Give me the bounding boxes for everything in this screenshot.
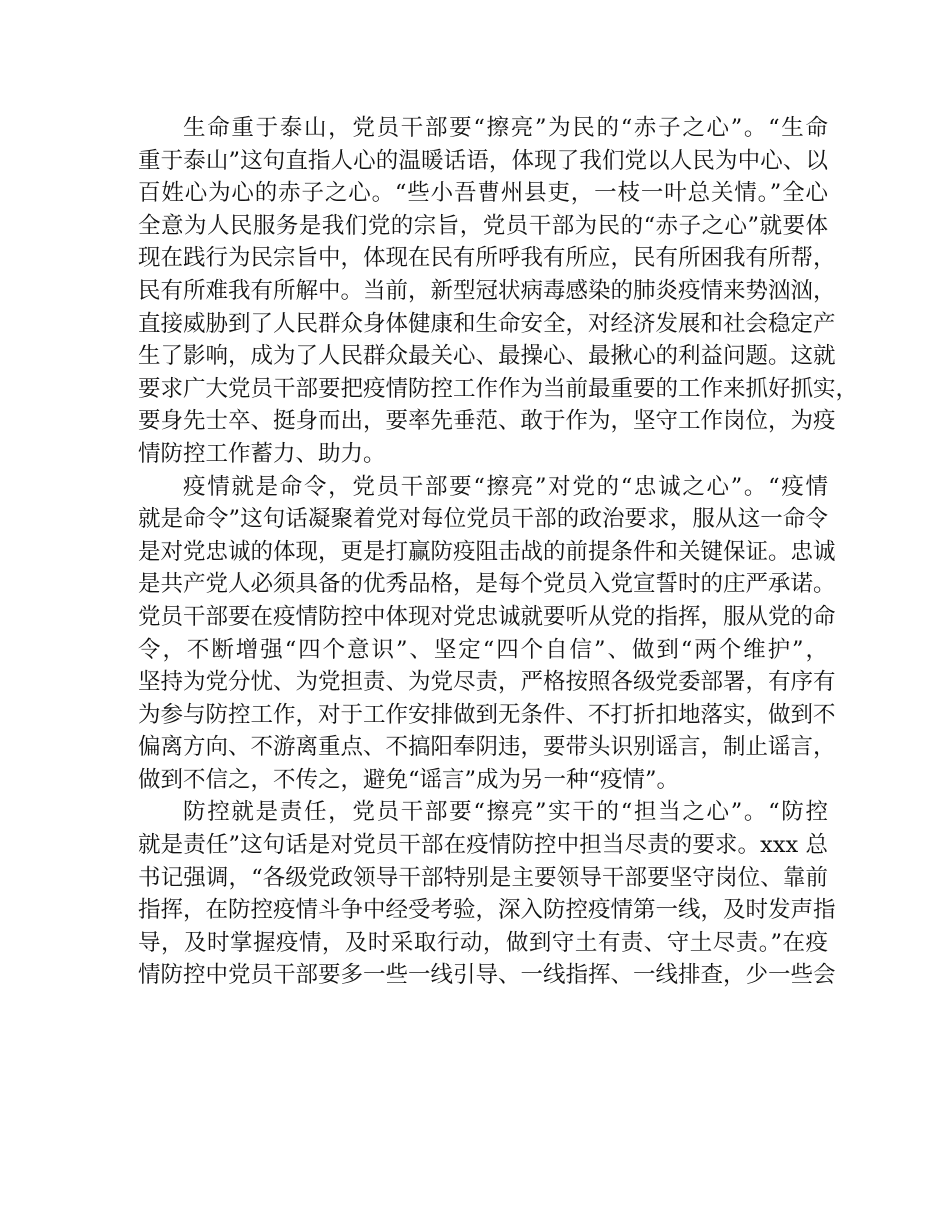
text-line: 情防控工作蓄力、助力。 (138, 440, 386, 467)
text-line: 就是命令”这句话凝聚着党对每位党员干部的政治要求，服从这一命令 (138, 506, 828, 533)
text-line: 党员干部要在疫情防控中体现对党忠诚就要听从党的指挥，服从党的命 (138, 603, 836, 630)
text-line: 现在践行为民宗旨中，体现在民有所呼我有所应，民有所困我有所帮， (138, 245, 836, 272)
text-line: 民有所难我有所解中。当前，新型冠状病毒感染的肺炎疫情来势汹汹， (138, 277, 836, 304)
text-line: 导，及时掌握疫情，及时采取行动，做到守土有责、守土尽责。”在疫 (138, 929, 828, 956)
text-line: 生命重于泰山，党员干部要“擦亮”为民的“赤子之心”。“生命 (183, 115, 828, 141)
text-line: 指挥，在防控疫情斗争中经受考验，深入防控疫情第一线，及时发声指 (138, 897, 836, 924)
text-line: 是共产党人必须具备的优秀品格，是每个党员入党宣誓时的庄严承诺。 (138, 571, 836, 598)
text-line: 要求广大党员干部要把疫情防控工作作为当前最重要的工作来抓好抓实， (138, 375, 859, 402)
text-line: 疫情就是命令，党员干部要“擦亮”对党的“忠诚之心”。“疫情 (183, 473, 828, 500)
text-line: 就是责任”这句话是对党员干部在疫情防控中担当尽责的要求。xxx 总 (138, 832, 828, 859)
paragraph-prevention-is-responsibility (138, 796, 836, 992)
text-line: 为参与防控工作，对于工作安排做到无条件、不打折扣地落实，做到不 (138, 701, 836, 728)
text-line: 全意为人民服务是我们党的宗旨，党员干部为民的“赤子之心”就要体 (138, 212, 828, 239)
text-line: 情防控中党员干部要多一些一线引导、一线指挥、一线排查，少一些会 (138, 962, 836, 989)
text-line: 是对党忠诚的体现，更是打赢防疫阻击战的前提条件和关键保证。忠诚 (138, 538, 836, 565)
text-line: 令，不断增强“四个意识”、坚定“四个自信”、做到“两个维护”， (138, 636, 828, 663)
paragraph-epidemic-is-order (138, 471, 836, 797)
document-body (138, 112, 859, 992)
text-line: 做到不信之，不传之，避免“谣言”成为另一种“疫情”。 (138, 766, 680, 793)
paragraph-life-above-mountain (138, 112, 859, 471)
text-line: 偏离方向、不游离重点、不搞阳奉阴违，要带头识别谣言，制止谣言， (138, 734, 836, 761)
text-line: 百姓心为心的赤子之心。“些小吾曹州县吏，一枝一叶总关情。”全心 (138, 180, 828, 207)
text-line: 生了影响，成为了人民群众最关心、最操心、最揪心的利益问题。这就 (138, 343, 836, 370)
text-line: 坚持为党分忧、为党担责、为党尽责，严格按照各级党委部署，有序有 (138, 669, 836, 696)
text-line: 防控就是责任，党员干部要“擦亮”实干的“担当之心”。“防控 (183, 799, 828, 826)
text-line: 书记强调，“各级党政领导干部特别是主要领导干部要坚守岗位、靠前 (138, 864, 828, 891)
text-line: 要身先士卒、挺身而出，要率先垂范、敢于作为，坚守工作岗位，为疫 (138, 408, 836, 435)
text-line: 重于泰山”这句直指人心的温暖话语，体现了我们党以人民为中心、以 (138, 147, 828, 174)
text-line: 直接威胁到了人民群众身体健康和生命安全，对经济发展和社会稳定产 (138, 310, 836, 337)
